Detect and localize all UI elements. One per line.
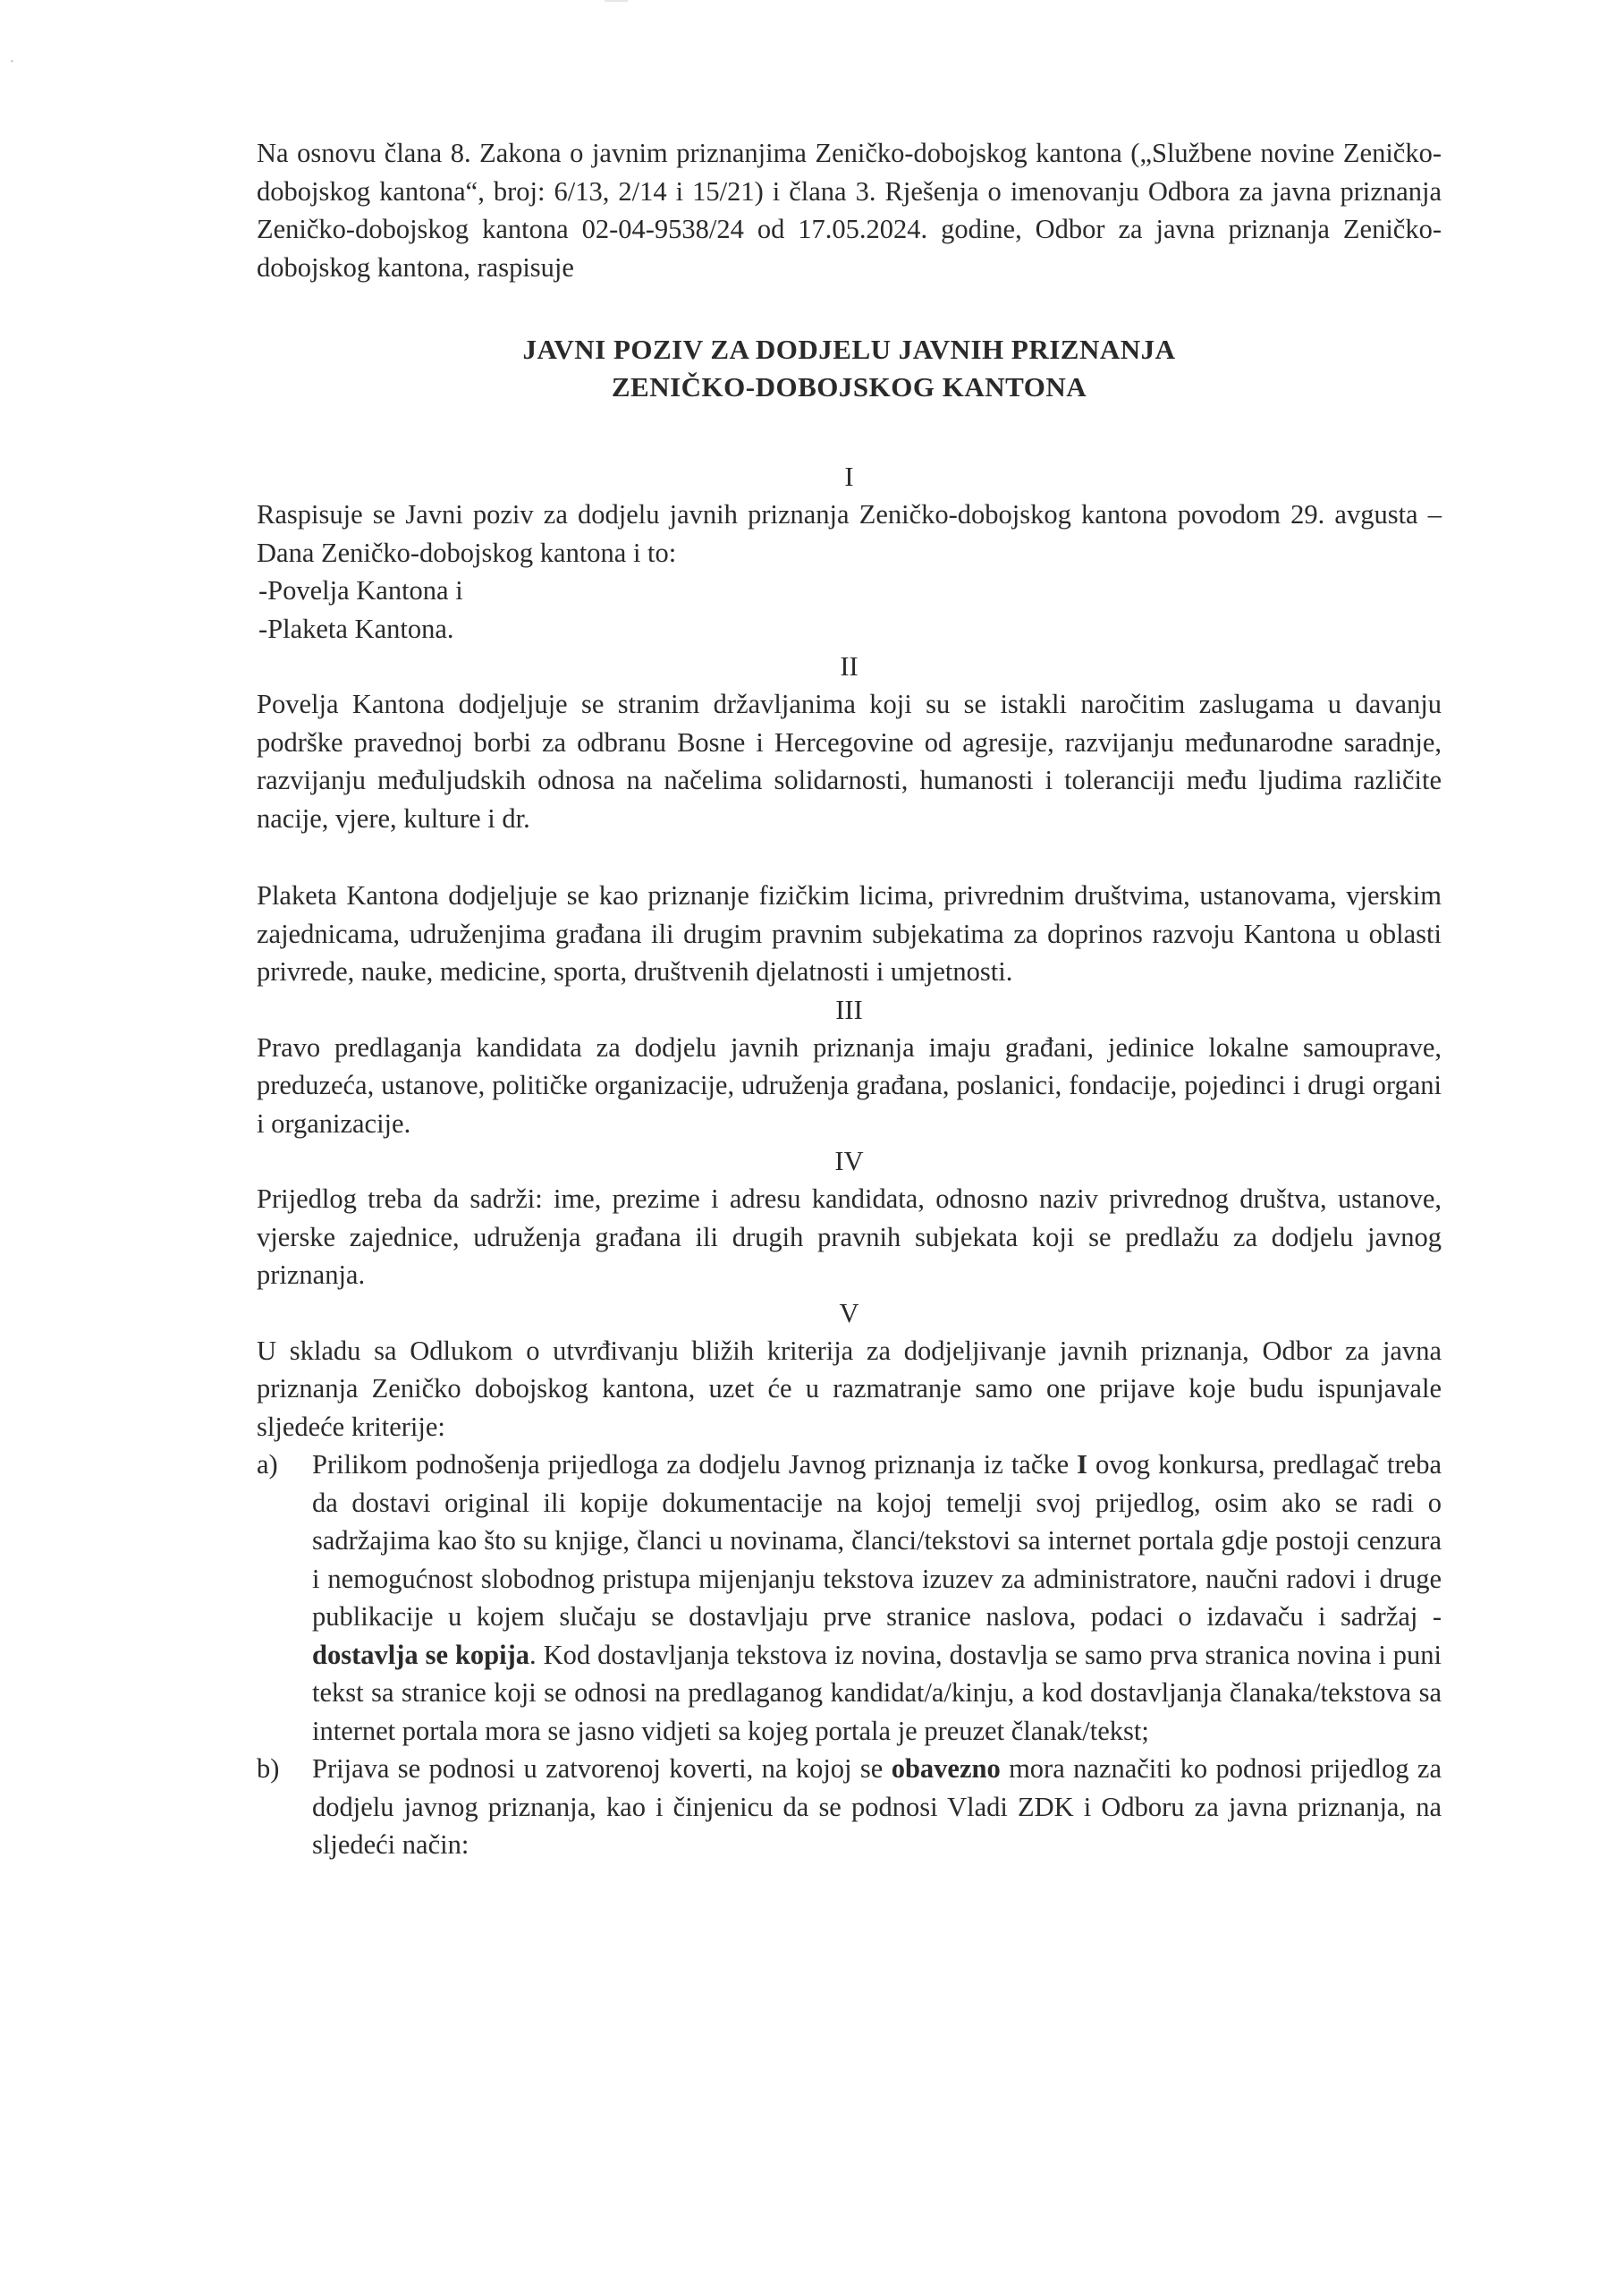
section-number-4: IV: [834, 1146, 864, 1176]
section-2-paragraph-2: Plaketa Kantona dodjeljuje se kao priznanje fizičkim licima, privrednim društvima, ustanovama, vjerskim zajednicama, udruženjima građana ili drugim pravnim subjekatima za doprinos razvoju Kantona u oblasti privrede, nauke, medicine, sporta, društvenih djelatnosti i umjetnosti.: [257, 880, 1442, 987]
section-number-2: II: [840, 651, 859, 682]
section-number-5: V: [839, 1297, 859, 1328]
criterion-a-label: a): [257, 1449, 278, 1480]
section-number-3: III: [835, 994, 863, 1025]
criterion-a-text: Prilikom podnošenja prijedloga za dodjelu Javnog priznanja iz tačke I ovog konkursa, predlagač treba da dostavi original ili kopije dokumentacije na kojoj temelji svoj prijedlog, osim ako se radi o sadržajima kao što su knjige, članci u novinama, članci/tekstovi sa internet portala gdje postoji cenzura i nemogućnost slobodnog pristupa mijenjanju tekstova izuzev za administratore, naučni radovi i druge publikacije u kojem slučaju se dostavljaju prve stranice naslova, podaci o izdavaču i sadržaj - dostavlja se kopija. Kod dostavljanja tekstova iz novina, dostavlja se samo prva stranica novina i puni tekst sa stranice koji se odnosi na predlaganog kandidat/a/kinju, a kod dostavljanja članaka/tekstova sa internet portala mora se jasno vidjeti sa kojeg portala je preuzet članak/tekst;: [312, 1449, 1442, 1746]
scan-speck: ·: [9, 52, 15, 72]
criterion-b-text: Prijava se podnosi u zatvorenoj koverti, na kojoj se obavezno mora naznačiti ko podnosi prijedlog za dodjelu javnog priznanja, kao i činjenicu da se podnosi Vladi ZDK i Odboru za javna priznanja, na sljedeći način:: [312, 1753, 1442, 1860]
title-line-2: ZENIČKO-DOBOJSKOG KANTONA: [611, 371, 1087, 403]
section-1-text: Raspisuje se Javni poziv za dodjelu javnih priznanja Zeničko-dobojskog kantona povodom 29. avgusta – Dana Zeničko-dobojskog kantona i to:: [257, 499, 1442, 568]
criterion-a: [257, 1446, 1442, 1750]
section-4-text: Prijedlog treba da sadrži: ime, prezime i adresu kandidata, odnosno naziv privrednog društva, ustanove, vjerske zajednice, udruženja građana ili drugih pravnih subjekata koji se predlažu za dodjelu javnog priznanja.: [257, 1183, 1442, 1290]
criterion-b: [257, 1750, 1442, 1864]
award-item-povelja: -Povelja Kantona i: [258, 575, 463, 606]
scan-artifact: [605, 0, 628, 2]
document-title: [257, 331, 1442, 406]
section-number-1: I: [844, 462, 854, 492]
section-5-text: U skladu sa Odlukom o utvrđivanju bližih kriterija za dodjeljivanje javnih priznanja, Odbor za javna priznanja Zeničko dobojskog kantona, uzet će u razmatranje samo one prijave koje budu ispunjavale sljedeće kriterije:: [257, 1335, 1442, 1442]
award-item-plaketa: -Plaketa Kantona.: [258, 613, 454, 644]
section-3-text: Pravo predlaganja kandidata za dodjelu javnih priznanja imaju građani, jedinice lokalne samouprave, preduzeća, ustanove, političke organizacije, udruženja građana, poslanici, fondacije, pojedinci i drugi organi i organizacije.: [257, 1031, 1442, 1139]
document-body: [257, 134, 1442, 1864]
criterion-b-label: b): [257, 1753, 280, 1784]
award-list: [257, 572, 1442, 648]
intro-paragraph: Na osnovu člana 8. Zakona o javnim priznanjima Zeničko-dobojskog kantona („Službene novine Zeničko-dobojskog kantona“, broj: 6/13, 2/14 i 15/21) i člana 3. Rješenja o imenovanju Odbora za javna priznanja Zeničko-dobojskog kantona 02-04-9538/24 od 17.05.2024. godine, Odbor za javna priznanja Zeničko-dobojskog kantona, raspisuje: [257, 138, 1442, 283]
section-2-paragraph-1: Povelja Kantona dodjeljuje se stranim državljanima koji su se istakli naročitim zaslugama u davanju podrške pravednoj borbi za odbranu Bosne i Hercegovine od agresije, razvijanju međunarodne saradnje, razvijanju međuljudskih odnosa na načelima solidarnosti, humanosti i toleranciji među ljudima različite nacije, vjere, kulture i dr.: [257, 689, 1442, 834]
title-line-1: JAVNI POZIV ZA DODJELU JAVNIH PRIZNANJA: [522, 334, 1176, 365]
